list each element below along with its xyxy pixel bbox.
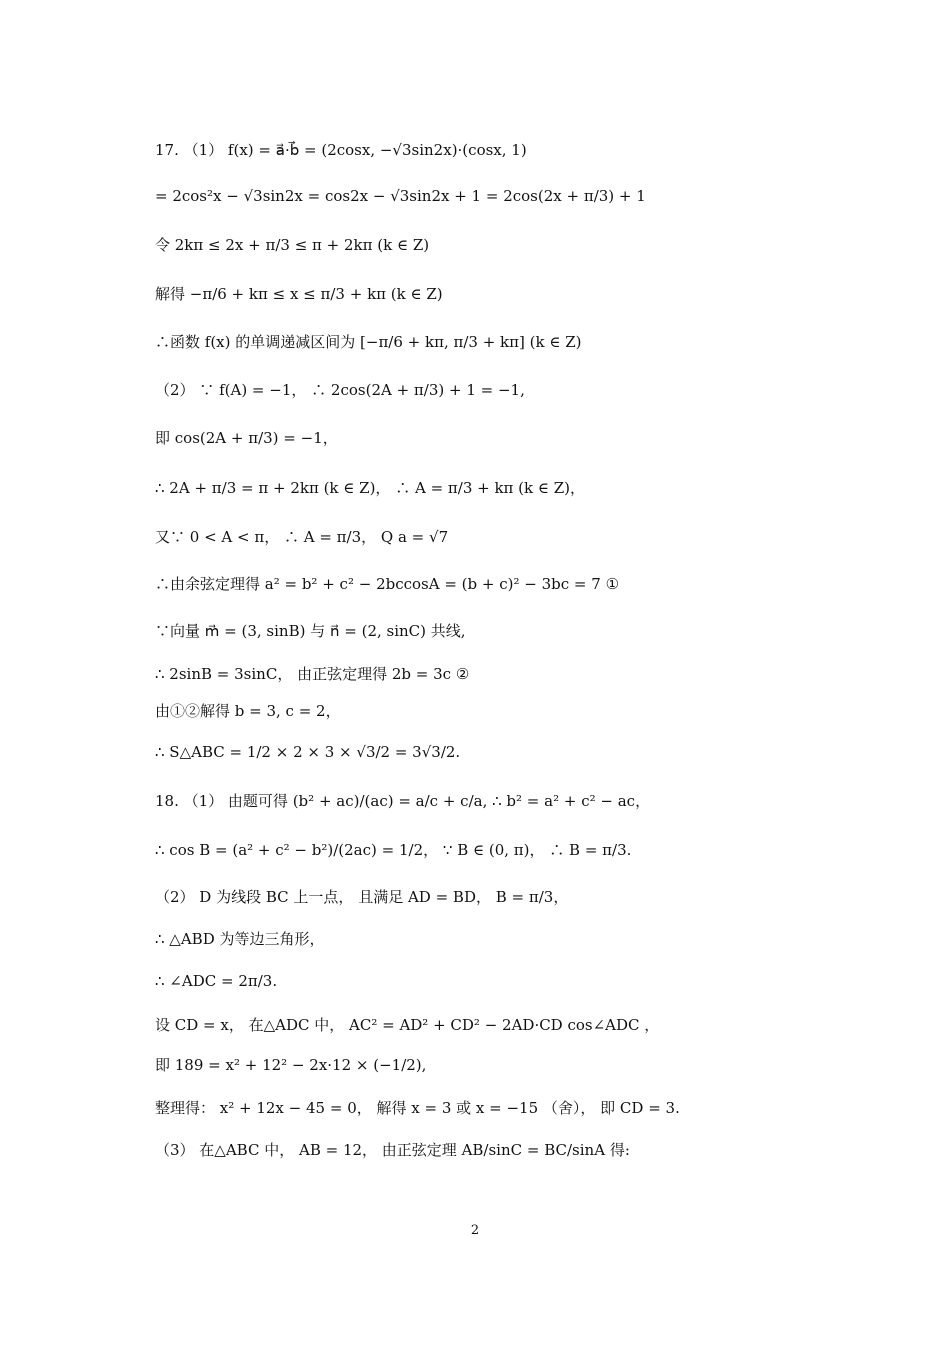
line: 由①②解得 b = 3, c = 2， xyxy=(155,702,341,720)
page-number: 2 xyxy=(470,1223,480,1238)
line: 又∵ 0 < A < π， ∴ A = π/3， Q a = √7 xyxy=(155,528,449,546)
line: 即 cos(2A + π/3) = −1， xyxy=(155,429,338,447)
line: 令 2kπ ≤ 2x + π/3 ≤ π + 2kπ (k ∈ Z) xyxy=(155,236,430,254)
line: ∴ S△ABC = 1/2 × 2 × 3 × √3/2 = 3√3/2. xyxy=(155,743,461,761)
line: ∴ cos B = (a² + c² − b²)/(2ac) = 1/2， ∵ B ∈ (0, π)， ∴ B = π/3. xyxy=(155,841,632,859)
line: （3） 在△ABC 中， AB = 12， 由正弦定理 AB/sinC = BC/sinA 得: xyxy=(155,1141,630,1159)
line: 整理得： x² + 12x − 45 = 0， 解得 x = 3 或 x = −15 （舍）， 即 CD = 3. xyxy=(155,1099,680,1117)
line: ∴由余弦定理得 a² = b² + c² − 2bccosA = (b + c)² − 3bc = 7 ① xyxy=(155,575,620,593)
line: ∴ △ABD 为等边三角形， xyxy=(155,930,325,948)
line: （2） D 为线段 BC 上一点， 且满足 AD = BD， B = π/3， xyxy=(155,888,569,906)
line: （2） ∵ f(A) = −1， ∴ 2cos(2A + π/3) + 1 = −1, xyxy=(155,381,525,399)
line: = 2cos²x − √3sin2x = cos2x − √3sin2x + 1 = 2cos(2x + π/3) + 1 xyxy=(155,187,646,205)
line: ∵向量 m⃗ = (3, sinB) 与 n⃗ = (2, sinC) 共线, xyxy=(155,622,466,640)
line: 解得 −π/6 + kπ ≤ x ≤ π/3 + kπ (k ∈ Z) xyxy=(155,285,443,303)
line: ∴ ∠ADC = 2π/3. xyxy=(155,972,278,990)
line: 17. （1） f(x) = a⃗·b⃗ = (2cosx, −√3sin2x)·(cosx, 1) xyxy=(155,141,527,159)
line: ∴ 2sinB = 3sinC， 由正弦定理得 2b = 3c ② xyxy=(155,665,470,683)
line: 18. （1） 由题可得 (b² + ac)/(ac) = a/c + c/a, ∴ b² = a² + c² − ac， xyxy=(155,792,651,810)
line: 即 189 = x² + 12² − 2x·12 × (−1/2), xyxy=(155,1056,427,1074)
line: ∴ 2A + π/3 = π + 2kπ (k ∈ Z)， ∴ A = π/3 + kπ (k ∈ Z)， xyxy=(155,479,586,497)
line: ∴函数 f(x) 的单调递减区间为 [−π/6 + kπ, π/3 + kπ] (k ∈ Z) xyxy=(155,333,582,351)
line: 设 CD = x， 在△ADC 中， AC² = AD² + CD² − 2AD·CD cos∠ADC ， xyxy=(155,1016,660,1034)
